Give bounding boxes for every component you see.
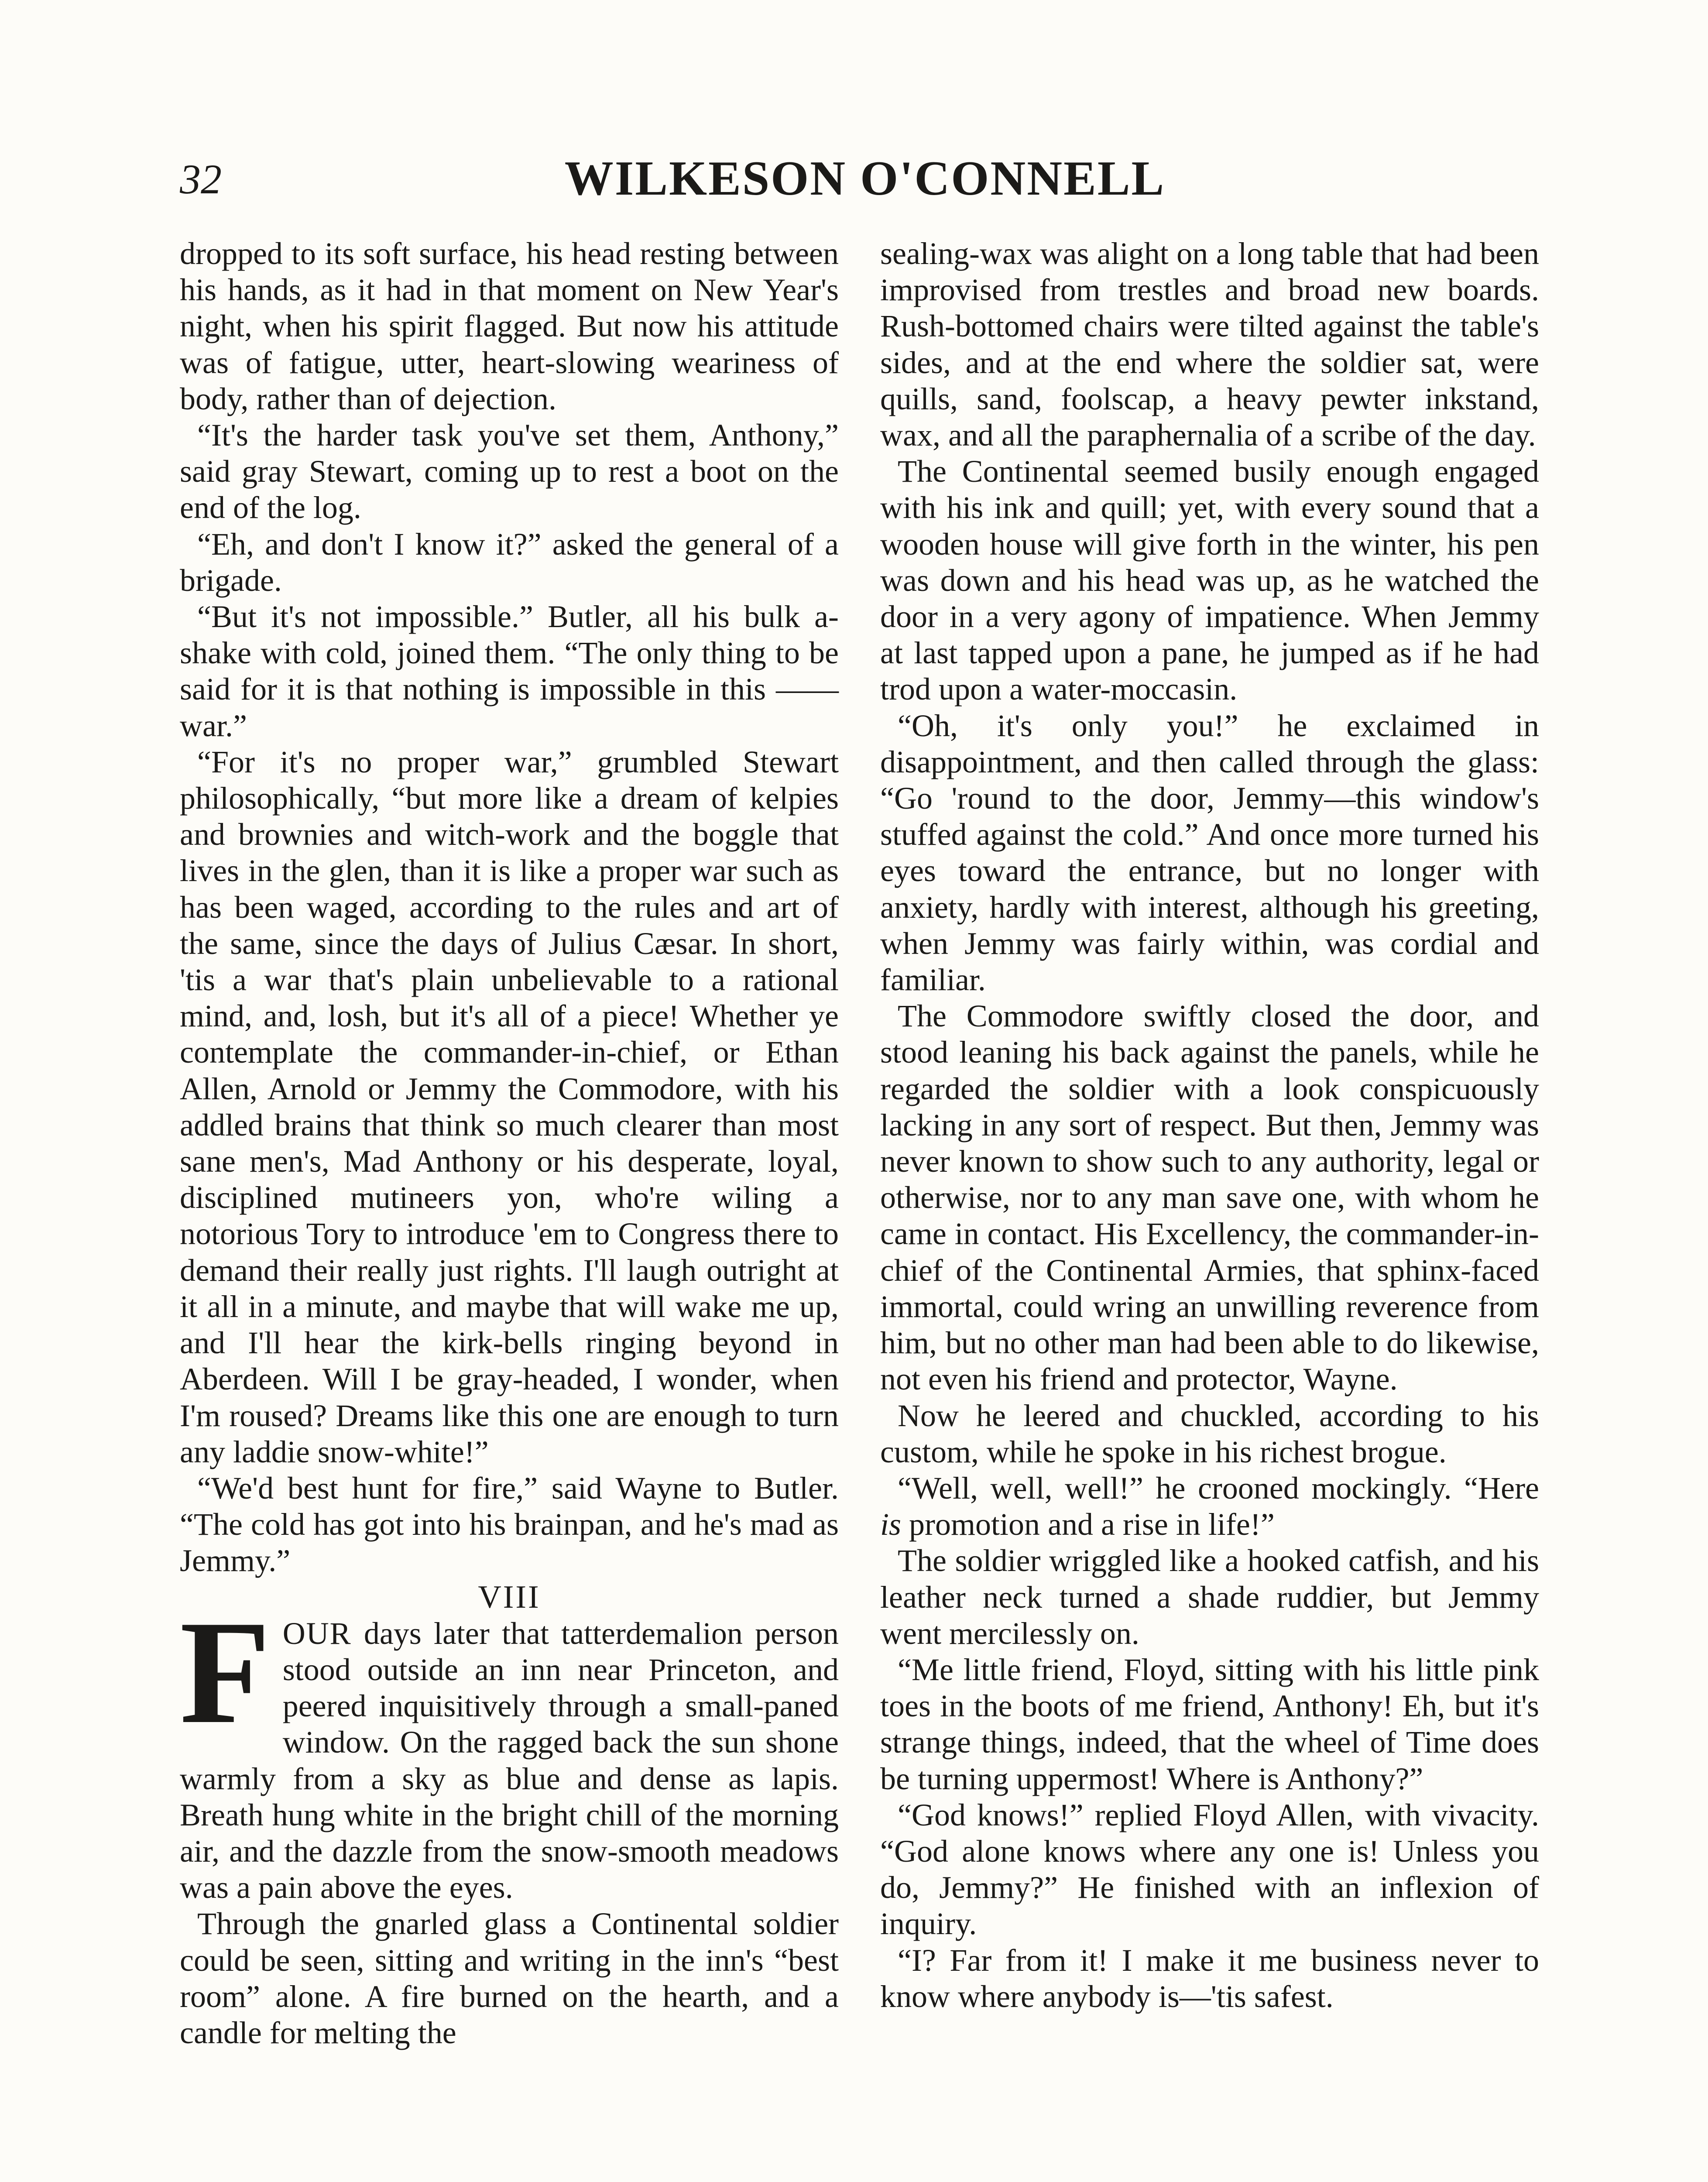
italic-emphasis: is — [880, 1507, 902, 1542]
left-column — [180, 236, 839, 2051]
drop-cap: F — [180, 1589, 271, 1754]
paragraph: “God knows!” replied Floyd Allen, with vivacity. “God alone knows where any one is! Unless you do, Jemmy?” He finished with an inflexion of inquiry. — [880, 1797, 1539, 1942]
paragraph — [880, 1470, 1539, 1543]
page-header — [180, 151, 1550, 216]
paragraph: The Commodore swiftly closed the door, and stood leaning his back against the panels, while he regarded the soldier with a look conspicuously lacking in any sort of respect. But then, Jemmy was never known to show such to any authority, legal or otherwise, nor to any man save one, with whom he came in contact. His Excellency, the commander-in-chief of the Continental Armies, that sphinx-faced immortal, could wring an unwilling reverence from him, but no other man had been able to do likewise, not even his friend and protector, Wayne. — [880, 998, 1539, 1397]
paragraph: Through the gnarled glass a Continental soldier could be seen, sitting and writing in the inn's “best room” alone. A fire burned on the hearth, and a candle for melting the — [180, 1906, 839, 2050]
paragraph: dropped to its soft surface, his head resting between his hands, as it had in that moment on New Year's night, when his spirit flagged. But now his attitude was of fatigue, utter, heart-slowing weariness of body, rather than of dejection. — [180, 236, 839, 416]
paragraph: “We'd best hunt for fire,” said Wayne to Butler. “The cold has got into his brainpan, and he's mad as Jemmy.” — [180, 1470, 839, 1578]
paragraph: “I? Far from it! I make it me business never to know where anybody is—'tis safest. — [880, 1942, 1539, 2014]
paragraph: “Me little friend, Floyd, sitting with his little pink toes in the boots of me friend, Anthony! Eh, but it's strange things, indeed, that the wheel of Time does be turning uppermost! Where is Anthony?” — [880, 1652, 1539, 1796]
paragraph: “For it's no proper war,” grumbled Stewart philosophically, “but more like a dream of kelpies and brownies and witch-work and the boggle that lives in the glen, than it is like a proper war such as has been waged, according to the rules and art of the same, since the days of Julius Cæsar. In short, 'tis a war that's plain unbelievable to a rational mind, and, losh, but it's all of a piece! Whether ye contemplate the commander-in-chief, or Ethan Allen, Arnold or Jemmy the Commodore, with his addled brains that think so much clearer than most sane men's, Mad Anthony or his desperate, loyal, disciplined mutineers yon, who're wiling a notorious Tory to introduce 'em to Congress there to demand their really just rights. I'll laugh outright at it all in a minute, and maybe that will wake me up, and I'll hear the kirk-bells ringing beyond in Aberdeen. Will I be gray-headed, I wonder, when I'm roused? Dreams like this one are enough to turn any laddie snow-white!” — [180, 744, 839, 1469]
text-span: “Well, well, well!” he crooned mockingly. “Here — [898, 1470, 1539, 1506]
paragraph: “Eh, and don't I know it?” asked the general of a brigade. — [180, 526, 839, 598]
text-span: promotion and a rise in life!” — [901, 1507, 1275, 1542]
paragraph: The Continental seemed busily enough engaged with his ink and quill; yet, with every sound that a wooden house will give forth in the winter, his pen was down and his head was up, as he watched the door in a very agony of impatience. When Jemmy at last tapped upon a pane, he jumped as if he had trod upon a water-moccasin. — [880, 454, 1539, 707]
right-column — [880, 236, 1539, 2015]
paragraph: “But it's not impossible.” Butler, all his bulk a-shake with cold, joined them. “The only thing to be said for it is that nothing is impossible in this —— war.” — [180, 599, 839, 743]
page-number: 32 — [180, 156, 222, 202]
paragraph: The soldier wriggled like a hooked catfish, and his leather neck turned a shade ruddier, but Jemmy went mercilessly on. — [880, 1543, 1539, 1651]
section-heading: VIII — [478, 1579, 541, 1615]
paragraph: “It's the harder task you've set them, Anthony,” said gray Stewart, coming up to rest a boot on the end of the log. — [180, 418, 839, 525]
opening-text: days later that tatterdemalion person stood outside an inn near Princeton, and peered inquisitively through a small-paned window. On the ragged back the sun shone warmly from a sky as blue and dense as lapis. Breath hung white in the bright chill of the morning air, and the dazzle from the snow-smooth meadows was a pain above the eyes. — [180, 1616, 839, 1905]
paragraph: “Oh, it's only you!” he exclaimed in disappointment, and then called through the glass: “Go 'round to the door, Jemmy—this window's stuffed against the cold.” And once more turned his eyes toward the entrance, but no longer with anxiety, hardly with interest, although his greeting, when Jemmy was fairly within, was cordial and familiar. — [880, 708, 1539, 998]
running-head: WILKESON O'CONNELL — [564, 151, 1166, 206]
paragraph: sealing-wax was alight on a long table that had been improvised from trestles and broad new boards. Rush-bottomed chairs were tilted against the table's sides, and at the end where the soldier sat, were quills, sand, foolscap, a heavy pewter inkstand, wax, and all the paraphernalia of a scribe of the day. — [880, 236, 1539, 453]
paragraph: Now he leered and chuckled, according to his custom, while he spoke in his richest brogue. — [880, 1398, 1539, 1469]
opening-smallcaps: OUR — [282, 1616, 352, 1651]
